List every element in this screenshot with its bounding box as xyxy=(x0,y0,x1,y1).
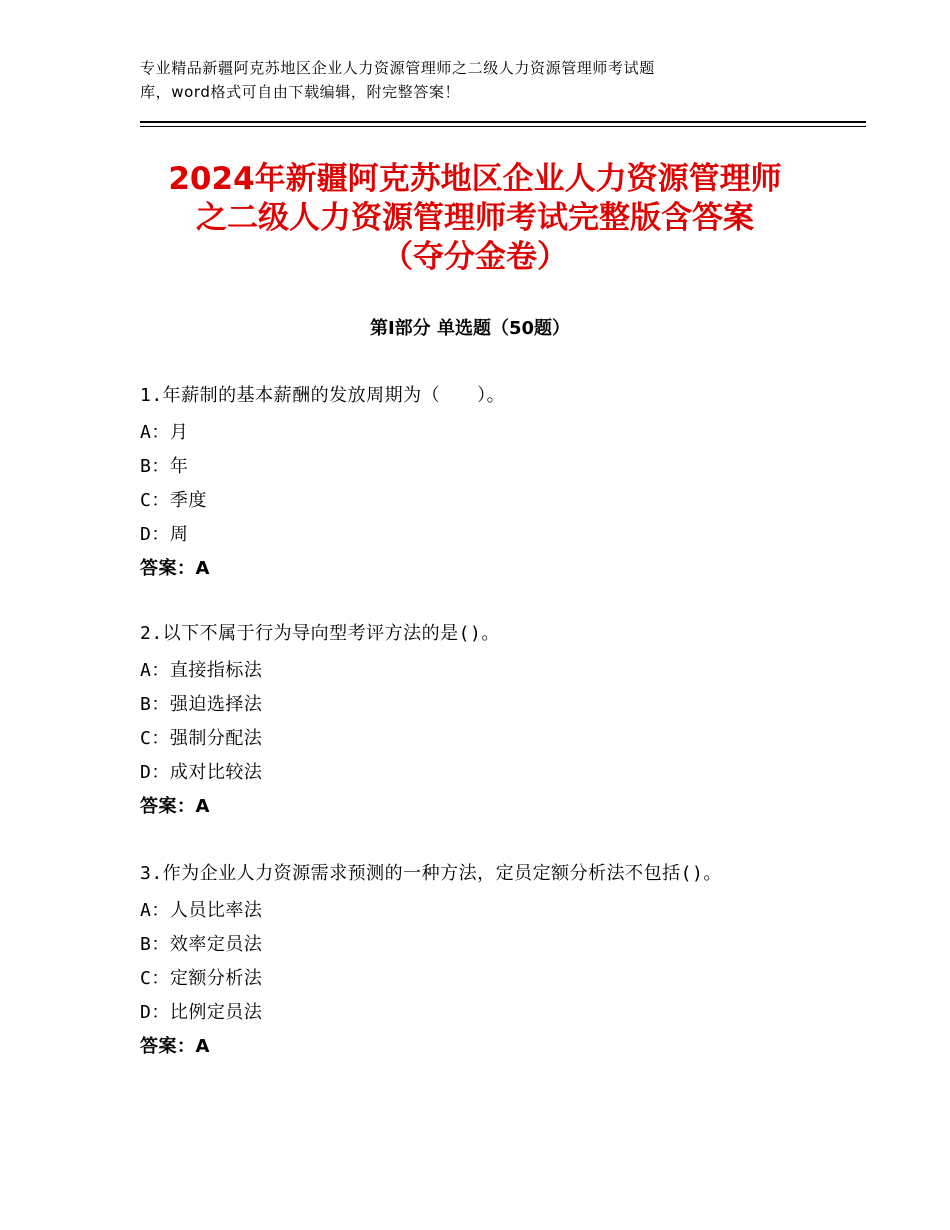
option-a: A：月 xyxy=(140,422,189,443)
question-stem: 1.年薪制的基本薪酬的发放周期为（ ）。 xyxy=(140,385,506,406)
question-1 xyxy=(140,382,800,586)
option-d: D：周 xyxy=(140,524,189,545)
document-header-note xyxy=(140,56,800,104)
option-c: C：定额分析法 xyxy=(140,968,263,989)
option-b: B：年 xyxy=(140,456,189,477)
title-line-3: （夺分金卷） xyxy=(382,239,568,275)
document-title xyxy=(120,160,830,277)
option-a: A：人员比率法 xyxy=(140,900,263,921)
option-c: C：季度 xyxy=(140,490,207,511)
option-a: A：直接指标法 xyxy=(140,660,263,681)
header-divider-thick xyxy=(140,121,866,123)
question-stem: 3.作为企业人力资源需求预测的一种方法，定员定额分析法不包括()。 xyxy=(140,863,722,884)
header-note-line-2: 库，word格式可自由下载编辑，附完整答案！ xyxy=(140,83,461,101)
header-divider-thin xyxy=(140,126,866,127)
question-2 xyxy=(140,620,800,824)
option-d: D：成对比较法 xyxy=(140,762,263,783)
option-c: C：强制分配法 xyxy=(140,728,263,749)
question-stem: 2.以下不属于行为导向型考评方法的是()。 xyxy=(140,623,500,644)
title-line-1: 2024年新疆阿克苏地区企业人力资源管理师 xyxy=(168,161,782,197)
question-3 xyxy=(140,860,800,1064)
option-b: B：强迫选择法 xyxy=(140,694,263,715)
header-note-line-1: 专业精品新疆阿克苏地区企业人力资源管理师之二级人力资源管理师考试题 xyxy=(140,59,655,77)
answer-label: 答案：A xyxy=(140,558,210,579)
answer-label: 答案：A xyxy=(140,796,210,817)
title-line-2: 之二级人力资源管理师考试完整版含答案 xyxy=(196,200,754,236)
answer-label: 答案：A xyxy=(140,1036,210,1057)
option-d: D：比例定员法 xyxy=(140,1002,263,1023)
section-heading: 第Ⅰ部分 单选题（50题） xyxy=(369,318,570,339)
option-b: B：效率定员法 xyxy=(140,934,263,955)
